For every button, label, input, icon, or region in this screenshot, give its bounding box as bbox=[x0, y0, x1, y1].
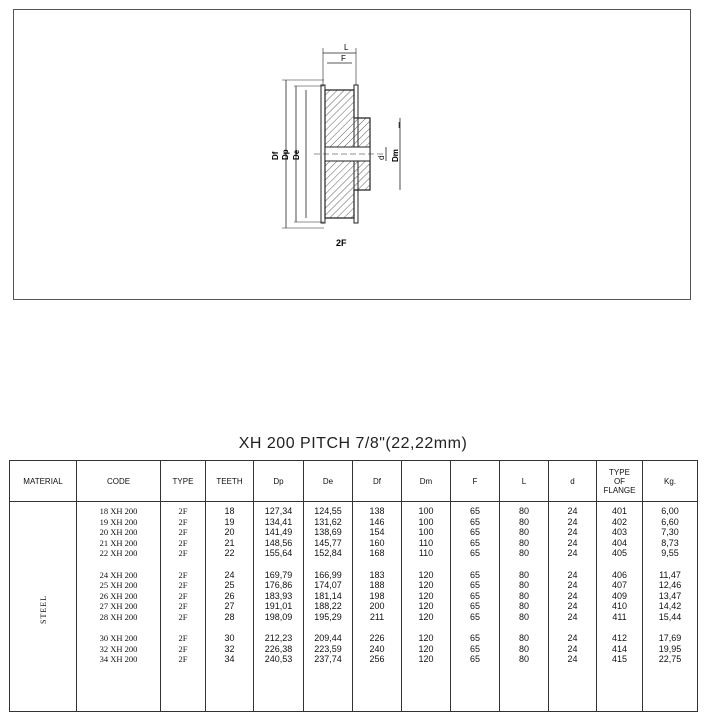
cell-teeth: 19 bbox=[224, 516, 235, 527]
cell-flange: 403 bbox=[611, 527, 628, 538]
cell-dp: 169,79 bbox=[264, 569, 293, 580]
cell-dm: 100 bbox=[418, 527, 434, 538]
material-cell bbox=[10, 502, 77, 712]
dimension-label-dp: Dp bbox=[281, 149, 290, 160]
cell-code: 26 XH 200 bbox=[99, 590, 138, 601]
cell-l: 80 bbox=[518, 601, 529, 612]
cell-df: 198 bbox=[369, 590, 385, 601]
cell-teeth: 21 bbox=[224, 537, 235, 548]
header-d: d bbox=[549, 461, 597, 502]
cell-d: 24 bbox=[567, 580, 578, 591]
cell-dp: 176,86 bbox=[264, 580, 293, 591]
header-dm: Dm bbox=[402, 461, 451, 502]
cell-d: 24 bbox=[567, 548, 578, 559]
cell-type: 2F bbox=[178, 580, 188, 591]
cell-d: 24 bbox=[567, 633, 578, 644]
header-flange-line2: OF bbox=[613, 476, 626, 486]
column-de bbox=[304, 502, 353, 712]
cell-f: 65 bbox=[469, 643, 480, 654]
cell-teeth: 27 bbox=[224, 601, 235, 612]
dimension-label-f: F bbox=[341, 54, 346, 63]
header-f: F bbox=[451, 461, 500, 502]
cell-f: 65 bbox=[469, 527, 480, 538]
cell-code: 18 XH 200 bbox=[99, 506, 138, 516]
pulley-cross-section-drawing bbox=[14, 10, 692, 301]
cell-l: 80 bbox=[518, 633, 529, 644]
cell-kg: 15,44 bbox=[658, 611, 682, 622]
cell-flange: 415 bbox=[611, 654, 628, 665]
cell-dp: 141,49 bbox=[264, 527, 293, 538]
cell-dm: 120 bbox=[418, 580, 434, 591]
cell-code: 27 XH 200 bbox=[99, 601, 138, 612]
cell-de: 166,99 bbox=[314, 569, 342, 580]
cell-df: 200 bbox=[369, 601, 385, 612]
cell-df: 211 bbox=[369, 611, 385, 622]
cell-de: 174,07 bbox=[314, 580, 342, 591]
cell-l: 80 bbox=[518, 590, 529, 601]
cell-dp: 155,64 bbox=[264, 548, 293, 559]
header-material: MATERIAL bbox=[10, 461, 77, 502]
cell-flange: 402 bbox=[611, 516, 628, 527]
header-l: L bbox=[500, 461, 549, 502]
cell-l: 80 bbox=[518, 643, 529, 654]
cell-df: 188 bbox=[369, 580, 385, 591]
column-flange bbox=[597, 502, 643, 712]
cell-df: 226 bbox=[369, 633, 385, 644]
cell-code: 19 XH 200 bbox=[99, 516, 138, 527]
cell-code: 34 XH 200 bbox=[99, 654, 138, 665]
cell-kg: 14,42 bbox=[658, 601, 682, 612]
technical-drawing-frame bbox=[13, 9, 691, 300]
specification-table bbox=[9, 460, 698, 712]
cell-code: 21 XH 200 bbox=[99, 537, 138, 548]
cell-f: 65 bbox=[469, 590, 480, 601]
dimension-label-d: d bbox=[377, 155, 386, 160]
cell-kg: 6,00 bbox=[661, 506, 679, 516]
cell-type: 2F bbox=[178, 590, 188, 601]
cell-dp: 240,53 bbox=[264, 654, 293, 665]
header-dp: Dp bbox=[254, 461, 304, 502]
cell-teeth: 20 bbox=[224, 527, 235, 538]
cell-kg: 12,46 bbox=[658, 580, 682, 591]
cell-dm: 120 bbox=[418, 633, 434, 644]
table-body-row bbox=[10, 502, 698, 712]
cell-de: 124,55 bbox=[314, 506, 342, 516]
column-l bbox=[500, 502, 549, 712]
column-d bbox=[549, 502, 597, 712]
cell-df: 183 bbox=[369, 569, 385, 580]
cell-kg: 6,60 bbox=[661, 516, 679, 527]
cell-de: 195,29 bbox=[314, 611, 342, 622]
cell-f: 65 bbox=[469, 580, 480, 591]
cell-flange: 401 bbox=[611, 506, 628, 516]
cell-df: 160 bbox=[369, 537, 385, 548]
cell-kg: 8,73 bbox=[661, 537, 679, 548]
cell-kg: 13,47 bbox=[658, 590, 682, 601]
cell-dm: 120 bbox=[418, 601, 434, 612]
header-code: CODE bbox=[77, 461, 161, 502]
cell-l: 80 bbox=[518, 516, 529, 527]
cell-flange: 412 bbox=[611, 633, 628, 644]
column-dp bbox=[254, 502, 304, 712]
cell-l: 80 bbox=[518, 580, 529, 591]
material-label: STEEL bbox=[38, 594, 48, 624]
cell-type: 2F bbox=[178, 548, 188, 559]
cell-de: 131,62 bbox=[314, 516, 342, 527]
cell-de: 181,14 bbox=[314, 590, 342, 601]
cell-teeth: 22 bbox=[224, 548, 235, 559]
cell-df: 168 bbox=[369, 548, 385, 559]
header-de: De bbox=[304, 461, 353, 502]
cell-d: 24 bbox=[567, 537, 578, 548]
column-code bbox=[77, 502, 161, 712]
cell-code: 24 XH 200 bbox=[99, 569, 138, 580]
cell-type: 2F bbox=[178, 633, 188, 644]
cell-teeth: 32 bbox=[224, 643, 235, 654]
header-type: TYPE bbox=[161, 461, 206, 502]
cell-code: 22 XH 200 bbox=[99, 548, 138, 559]
cell-kg: 22,75 bbox=[658, 654, 682, 665]
cell-df: 138 bbox=[369, 506, 385, 516]
cell-de: 188,22 bbox=[314, 601, 342, 612]
cell-de: 138,69 bbox=[314, 527, 342, 538]
cell-dm: 120 bbox=[418, 654, 434, 665]
cell-de: 145,77 bbox=[314, 537, 342, 548]
cell-d: 24 bbox=[567, 611, 578, 622]
cell-kg: 17,69 bbox=[658, 633, 682, 644]
cell-kg: 9,55 bbox=[661, 548, 679, 559]
cell-dm: 120 bbox=[418, 569, 434, 580]
dimension-label-l: L bbox=[344, 43, 349, 52]
cell-type: 2F bbox=[178, 516, 188, 527]
cell-type: 2F bbox=[178, 611, 188, 622]
cell-l: 80 bbox=[518, 537, 529, 548]
dimension-tick: I bbox=[398, 121, 401, 130]
cell-l: 80 bbox=[518, 548, 529, 559]
header-flange-line1: TYPE bbox=[609, 467, 630, 477]
cell-flange: 406 bbox=[611, 569, 628, 580]
cell-type: 2F bbox=[178, 537, 188, 548]
cell-dp: 183,93 bbox=[264, 590, 293, 601]
column-f bbox=[451, 502, 500, 712]
cell-l: 80 bbox=[518, 506, 529, 516]
cell-teeth: 24 bbox=[224, 569, 235, 580]
cell-code: 32 XH 200 bbox=[99, 643, 138, 654]
cell-de: 223,59 bbox=[314, 643, 342, 654]
cell-de: 209,44 bbox=[314, 633, 342, 644]
header-teeth: TEETH bbox=[206, 461, 254, 502]
cell-d: 24 bbox=[567, 506, 578, 516]
cell-flange: 405 bbox=[611, 548, 628, 559]
cell-dp: 226,38 bbox=[264, 643, 293, 654]
column-df bbox=[353, 502, 402, 712]
cell-d: 24 bbox=[567, 601, 578, 612]
header-kg: Kg. bbox=[643, 461, 698, 502]
cell-f: 65 bbox=[469, 611, 480, 622]
column-dm bbox=[402, 502, 451, 712]
cell-df: 240 bbox=[369, 643, 385, 654]
cell-code: 25 XH 200 bbox=[99, 580, 138, 591]
cell-flange: 404 bbox=[611, 537, 628, 548]
cell-d: 24 bbox=[567, 527, 578, 538]
cell-de: 237,74 bbox=[314, 654, 342, 665]
cell-teeth: 18 bbox=[224, 506, 235, 516]
cell-type: 2F bbox=[178, 643, 188, 654]
cell-code: 28 XH 200 bbox=[99, 611, 138, 622]
cell-dm: 120 bbox=[418, 643, 434, 654]
table-title: XH 200 PITCH 7/8"(22,22mm) bbox=[238, 435, 468, 452]
cell-code: 20 XH 200 bbox=[99, 527, 138, 538]
cell-df: 256 bbox=[369, 654, 385, 665]
column-kg bbox=[643, 502, 698, 712]
cell-f: 65 bbox=[469, 654, 480, 665]
cell-dp: 212,23 bbox=[264, 633, 293, 644]
cell-df: 146 bbox=[369, 516, 385, 527]
cell-dp: 134,41 bbox=[264, 516, 293, 527]
cell-dp: 198,09 bbox=[264, 611, 293, 622]
cell-dm: 110 bbox=[418, 537, 434, 548]
cell-code: 30 XH 200 bbox=[99, 633, 138, 644]
column-type bbox=[161, 502, 206, 712]
cell-teeth: 26 bbox=[224, 590, 235, 601]
cell-de: 152,84 bbox=[314, 548, 342, 559]
cell-f: 65 bbox=[469, 537, 480, 548]
cell-type: 2F bbox=[178, 527, 188, 538]
cell-dp: 127,34 bbox=[264, 506, 293, 516]
cell-l: 80 bbox=[518, 654, 529, 665]
cell-f: 65 bbox=[469, 569, 480, 580]
column-teeth bbox=[206, 502, 254, 712]
cell-type: 2F bbox=[178, 569, 188, 580]
cell-dm: 120 bbox=[418, 590, 434, 601]
cell-l: 80 bbox=[518, 527, 529, 538]
cell-f: 65 bbox=[469, 601, 480, 612]
cell-kg: 7,30 bbox=[661, 527, 679, 538]
cell-flange: 414 bbox=[611, 643, 628, 654]
cell-dp: 148,56 bbox=[264, 537, 293, 548]
cell-l: 80 bbox=[518, 569, 529, 580]
cell-teeth: 28 bbox=[224, 611, 235, 622]
cell-type: 2F bbox=[178, 506, 188, 516]
header-df: Df bbox=[353, 461, 402, 502]
cell-flange: 407 bbox=[611, 580, 628, 591]
cell-l: 80 bbox=[518, 611, 529, 622]
cell-teeth: 25 bbox=[224, 580, 235, 591]
cell-dp: 191,01 bbox=[264, 601, 293, 612]
cell-d: 24 bbox=[567, 569, 578, 580]
dimension-label-dm: Dm bbox=[391, 149, 400, 162]
cell-f: 65 bbox=[469, 516, 480, 527]
cell-kg: 19,95 bbox=[658, 643, 682, 654]
cell-d: 24 bbox=[567, 516, 578, 527]
cell-dm: 100 bbox=[418, 516, 434, 527]
cell-teeth: 34 bbox=[224, 654, 235, 665]
cell-teeth: 30 bbox=[224, 633, 235, 644]
cell-f: 65 bbox=[469, 506, 480, 516]
header-type-of-flange bbox=[597, 461, 643, 502]
cell-df: 154 bbox=[369, 527, 385, 538]
header-row bbox=[10, 461, 698, 502]
dimension-label-de: De bbox=[292, 149, 301, 160]
cell-flange: 411 bbox=[612, 611, 627, 622]
cell-dm: 110 bbox=[418, 548, 434, 559]
cell-d: 24 bbox=[567, 654, 578, 665]
cell-f: 65 bbox=[469, 548, 480, 559]
header-flange-line3: FLANGE bbox=[603, 485, 636, 495]
cell-f: 65 bbox=[469, 633, 480, 644]
pulley-type-label: 2F bbox=[336, 238, 347, 248]
cell-kg: 11,47 bbox=[659, 569, 681, 580]
cell-flange: 409 bbox=[611, 590, 628, 601]
dimension-label-df: Df bbox=[271, 151, 280, 160]
cell-type: 2F bbox=[178, 601, 188, 612]
cell-d: 24 bbox=[567, 643, 578, 654]
cell-type: 2F bbox=[178, 654, 188, 665]
cell-dm: 120 bbox=[418, 611, 434, 622]
cell-d: 24 bbox=[567, 590, 578, 601]
cell-flange: 410 bbox=[611, 601, 628, 612]
cell-dm: 100 bbox=[418, 506, 434, 516]
